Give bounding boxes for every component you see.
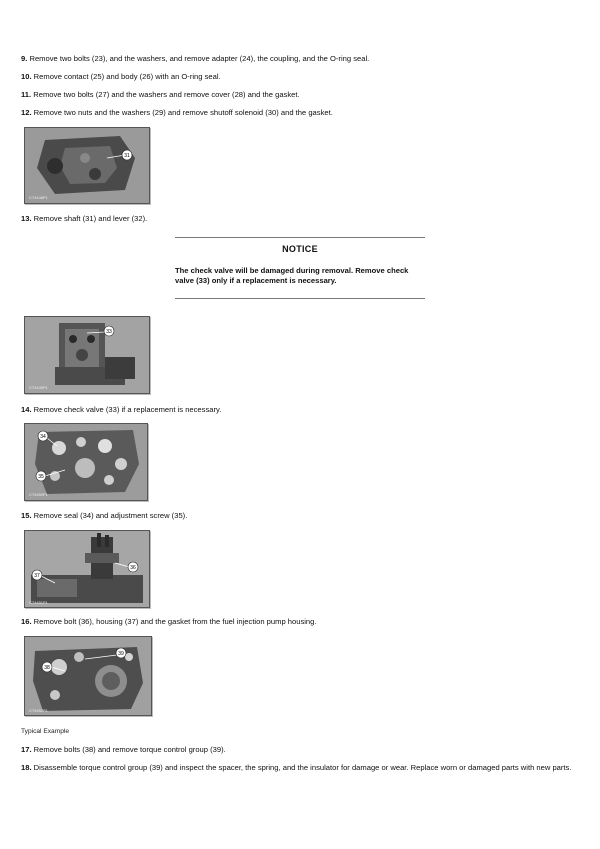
step-text: Remove contact (25) and body (26) with an O-ring seal. xyxy=(31,72,221,81)
callout-label: 33 xyxy=(106,329,112,335)
photo-id: C74451P1 xyxy=(29,600,48,605)
callout-label: 35 xyxy=(38,474,44,480)
step-10 xyxy=(21,72,581,82)
figure-photo-check-valve xyxy=(24,316,150,394)
notice-title: NOTICE xyxy=(282,244,318,254)
step-number: 17. xyxy=(21,745,32,754)
step-text: Remove two bolts (27) and the washers and remove cover (28) and the gasket. xyxy=(31,90,300,99)
step-12 xyxy=(21,108,581,118)
callout-label: 38 xyxy=(44,665,50,671)
notice-top-rule xyxy=(175,237,425,238)
figure-photo-torque-control xyxy=(24,636,152,716)
step-13 xyxy=(21,214,581,224)
photo-id: C74450P1 xyxy=(29,492,48,497)
callout-label: 36 xyxy=(130,565,136,571)
step-text: Disassemble torque control group (39) and inspect the spacer, the spring, and the insulator for damage or wear. Replace worn or damaged parts with new parts. xyxy=(31,763,572,772)
step-number: 18. xyxy=(21,763,32,772)
callout-label: 34 xyxy=(40,434,46,440)
figure-photo-seal xyxy=(24,423,148,501)
callout-label: 31 xyxy=(124,153,130,159)
step-number: 11. xyxy=(21,90,32,99)
step-9 xyxy=(21,54,581,64)
step-text: Remove check valve (33) if a replacement is necessary. xyxy=(31,405,222,414)
notice-text: The check valve will be damaged during removal. Remove check valve (33) only if a replacement is necessary. xyxy=(175,266,409,285)
callout-label: 37 xyxy=(34,573,40,579)
step-text: Remove shaft (31) and lever (32). xyxy=(31,214,148,223)
step-text: Remove seal (34) and adjustment screw (35). xyxy=(31,511,188,520)
step-16 xyxy=(21,617,581,627)
step-number: 13. xyxy=(21,214,32,223)
step-text: Remove two bolts (23), and the washers, and remove adapter (24), the coupling, and the O-ring seal. xyxy=(27,54,370,63)
step-number: 12. xyxy=(21,108,32,117)
step-number: 15. xyxy=(21,511,32,520)
step-text: Remove bolt (36), housing (37) and the gasket from the fuel injection pump housing. xyxy=(31,617,317,626)
photo-id: C74452P1 xyxy=(29,708,48,713)
photo-id: C74449P1 xyxy=(29,385,48,390)
step-14 xyxy=(21,405,581,415)
step-18 xyxy=(21,763,581,773)
step-number: 16. xyxy=(21,617,32,626)
step-number: 14. xyxy=(21,405,32,414)
step-text: Remove bolts (38) and remove torque control group (39). xyxy=(31,745,226,754)
notice-bottom-rule xyxy=(175,298,425,299)
step-11 xyxy=(21,90,581,100)
step-15 xyxy=(21,511,581,521)
callout-label: 39 xyxy=(118,651,124,657)
step-text: Remove two nuts and the washers (29) and remove shutoff solenoid (30) and the gasket. xyxy=(31,108,333,117)
photo-id: C74448P1 xyxy=(29,195,48,200)
step-number: 10. xyxy=(21,72,32,81)
step-17 xyxy=(21,745,581,755)
figure-photo-solenoid xyxy=(24,127,150,204)
figure-caption: Typical Example xyxy=(21,728,70,735)
step-number: 9. xyxy=(21,54,28,63)
figure-photo-housing xyxy=(24,530,150,608)
